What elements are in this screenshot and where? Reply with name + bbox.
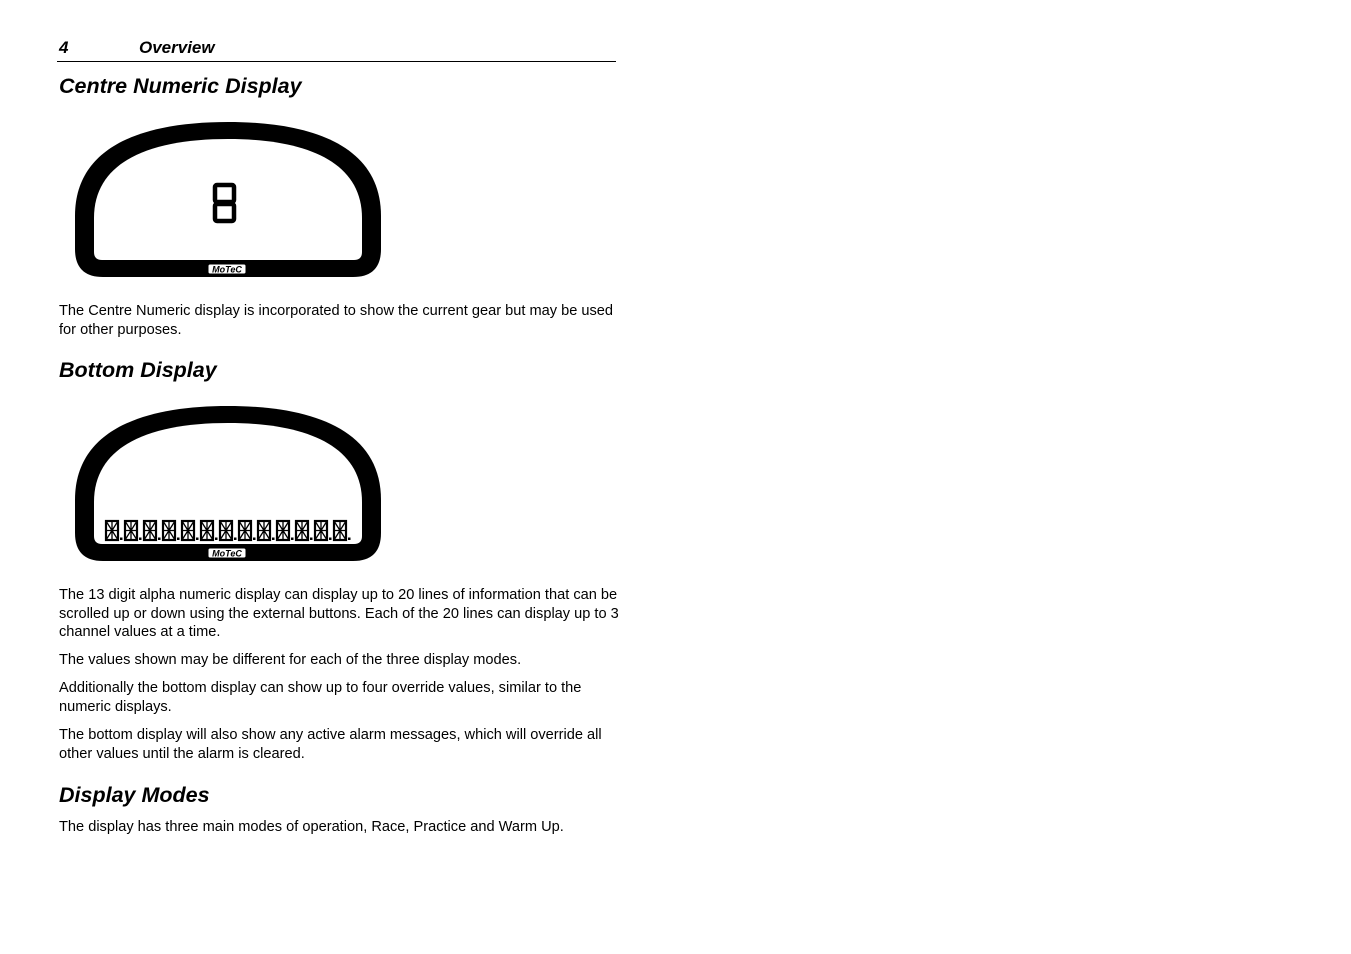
page-header — [57, 38, 616, 62]
paragraph: Additionally the bottom display can show up to four override values, similar to the numeric displays. — [59, 680, 582, 715]
svg-text:MoTeC: MoTeC — [212, 548, 242, 559]
heading-centre-numeric-display: Centre Numeric Display — [59, 74, 302, 98]
svg-text:MoTeC: MoTeC — [212, 264, 242, 275]
heading-bottom-display: Bottom Display — [59, 358, 217, 382]
motec-logo — [205, 547, 249, 559]
paragraph: The 13 digit alpha numeric display can display up to 20 lines of information that can be scrolled up or down using the external buttons. Each of the 20 lines can display up to 3 channel values at a time. — [59, 587, 619, 641]
motec-logo — [205, 263, 249, 275]
page-number: 4 — [59, 38, 69, 57]
heading-display-modes: Display Modes — [59, 783, 210, 807]
paragraph: The display has three main modes of operation, Race, Practice and Warm Up. — [59, 819, 564, 835]
centre-numeric-display-figure — [73, 121, 383, 279]
section-title: Overview — [139, 38, 215, 57]
paragraph: The Centre Numeric display is incorporated to show the current gear but may be used for other purposes. — [59, 303, 614, 338]
bottom-display-figure — [73, 405, 383, 563]
paragraph: The bottom display will also show any active alarm messages, which will override all other values until the alarm is cleared. — [59, 727, 602, 762]
paragraph: The values shown may be different for each of the three display modes. — [59, 652, 522, 668]
